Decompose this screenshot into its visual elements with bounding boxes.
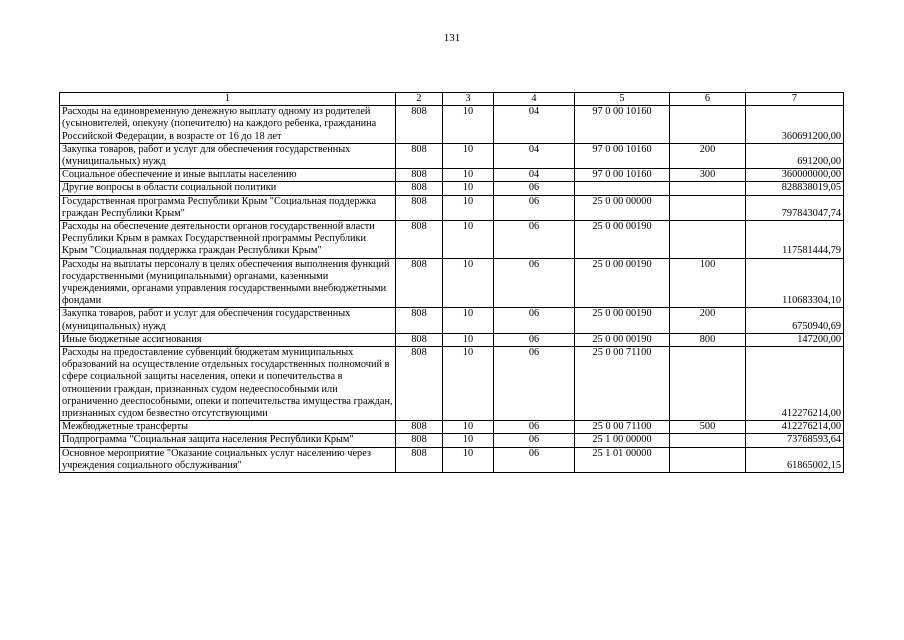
table-row	[60, 421, 844, 434]
row-subsection-code: 06	[494, 421, 575, 434]
row-name: Расходы на обеспечение деятельности органов государственной власти Республики Крым в рамках Государственной программы Республики Крым "Социальная поддержка граждан Республики Крым"	[60, 221, 396, 259]
row-gr-code: 808	[396, 447, 443, 472]
row-gr-code: 808	[396, 143, 443, 168]
row-amount: 412276214,00	[746, 347, 844, 421]
row-target-code: 97 0 00 10160	[575, 106, 670, 144]
row-target-code: 25 0 00 00190	[575, 308, 670, 333]
row-subsection-code: 04	[494, 169, 575, 182]
table-row	[60, 169, 844, 182]
row-section-code: 10	[443, 308, 494, 333]
row-amount: 360000000,00	[746, 169, 844, 182]
row-section-code: 10	[443, 221, 494, 259]
row-subsection-code: 06	[494, 221, 575, 259]
table-row	[60, 308, 844, 333]
row-gr-code: 808	[396, 421, 443, 434]
row-expense-type: 100	[670, 258, 746, 308]
row-subsection-code: 06	[494, 308, 575, 333]
row-amount: 360691200,00	[746, 106, 844, 144]
row-name: Основное мероприятие "Оказание социальных услуг населению через учреждения социального обслуживания"	[60, 447, 396, 472]
row-subsection-code: 06	[494, 347, 575, 421]
row-expense-type	[670, 347, 746, 421]
row-amount: 147200,00	[746, 333, 844, 346]
row-expense-type: 800	[670, 333, 746, 346]
row-gr-code: 808	[396, 333, 443, 346]
row-name: Закупка товаров, работ и услуг для обеспечения государственных (муниципальных) нужд	[60, 308, 396, 333]
row-amount: 73768593,64	[746, 434, 844, 447]
row-target-code: 25 0 00 00190	[575, 258, 670, 308]
row-amount: 828838019,05	[746, 182, 844, 195]
row-subsection-code: 06	[494, 333, 575, 346]
row-section-code: 10	[443, 106, 494, 144]
row-gr-code: 808	[396, 434, 443, 447]
row-amount: 6750940,69	[746, 308, 844, 333]
row-expense-type	[670, 221, 746, 259]
row-target-code: 25 0 00 71100	[575, 347, 670, 421]
row-gr-code: 808	[396, 347, 443, 421]
row-target-code: 25 0 00 71100	[575, 421, 670, 434]
row-name: Иные бюджетные ассигнования	[60, 333, 396, 346]
row-expense-type	[670, 434, 746, 447]
table-row	[60, 434, 844, 447]
table-row	[60, 106, 844, 144]
row-amount: 61865002,15	[746, 447, 844, 472]
row-subsection-code: 06	[494, 182, 575, 195]
row-gr-code: 808	[396, 221, 443, 259]
table-row	[60, 195, 844, 220]
table-header-row	[60, 93, 844, 106]
row-gr-code: 808	[396, 258, 443, 308]
row-amount: 797843047,74	[746, 195, 844, 220]
row-name: Другие вопросы в области социальной политики	[60, 182, 396, 195]
row-target-code: 25 0 00 00000	[575, 195, 670, 220]
row-expense-type	[670, 106, 746, 144]
table-row	[60, 143, 844, 168]
row-section-code: 10	[443, 347, 494, 421]
row-target-code: 97 0 00 10160	[575, 143, 670, 168]
row-name: Расходы на выплаты персоналу в целях обеспечения выполнения функций государственными (муниципальными) органами, казенными учреждениями, органами управления государственными внебюджетными фондами	[60, 258, 396, 308]
row-target-code: 25 0 00 00190	[575, 333, 670, 346]
table-row	[60, 221, 844, 259]
row-name: Межбюджетные трансферты	[60, 421, 396, 434]
row-name: Расходы на единовременную денежную выплату одному из родителей (усыновителей, опекуну (попечителю) на каждого ребенка, гражданина Российской Федерации, в возрасте от 16 до 18 лет	[60, 106, 396, 144]
row-gr-code: 808	[396, 106, 443, 144]
row-subsection-code: 06	[494, 434, 575, 447]
column-header: 3	[443, 93, 494, 106]
row-section-code: 10	[443, 258, 494, 308]
row-expense-type	[670, 195, 746, 220]
row-gr-code: 808	[396, 195, 443, 220]
column-header: 6	[670, 93, 746, 106]
row-amount: 110683304,10	[746, 258, 844, 308]
row-subsection-code: 06	[494, 447, 575, 472]
row-subsection-code: 04	[494, 143, 575, 168]
row-section-code: 10	[443, 195, 494, 220]
table-row	[60, 333, 844, 346]
table-row	[60, 347, 844, 421]
row-section-code: 10	[443, 182, 494, 195]
row-target-code: 25 1 01 00000	[575, 447, 670, 472]
column-header: 2	[396, 93, 443, 106]
row-section-code: 10	[443, 143, 494, 168]
column-header: 4	[494, 93, 575, 106]
row-section-code: 10	[443, 169, 494, 182]
row-expense-type	[670, 182, 746, 195]
row-target-code: 25 1 00 00000	[575, 434, 670, 447]
row-gr-code: 808	[396, 182, 443, 195]
row-gr-code: 808	[396, 169, 443, 182]
row-expense-type: 500	[670, 421, 746, 434]
row-expense-type: 200	[670, 308, 746, 333]
row-target-code: 25 0 00 00190	[575, 221, 670, 259]
row-name: Закупка товаров, работ и услуг для обеспечения государственных (муниципальных) нужд	[60, 143, 396, 168]
page-number: 131	[443, 32, 461, 44]
row-amount: 117581444,79	[746, 221, 844, 259]
table-row	[60, 447, 844, 472]
row-amount: 412276214,00	[746, 421, 844, 434]
column-header: 7	[746, 93, 844, 106]
row-target-code: 97 0 00 10160	[575, 169, 670, 182]
row-subsection-code: 06	[494, 258, 575, 308]
row-subsection-code: 06	[494, 195, 575, 220]
row-expense-type	[670, 447, 746, 472]
row-section-code: 10	[443, 447, 494, 472]
column-header: 1	[60, 93, 396, 106]
row-name: Социальное обеспечение и иные выплаты населению	[60, 169, 396, 182]
row-name: Государственная программа Республики Крым "Социальная поддержка граждан Республики Крым"	[60, 195, 396, 220]
row-subsection-code: 04	[494, 106, 575, 144]
row-section-code: 10	[443, 333, 494, 346]
row-expense-type: 300	[670, 169, 746, 182]
row-amount: 691200,00	[746, 143, 844, 168]
row-section-code: 10	[443, 434, 494, 447]
row-target-code	[575, 182, 670, 195]
row-section-code: 10	[443, 421, 494, 434]
table-row	[60, 258, 844, 308]
budget-table	[59, 92, 844, 473]
row-gr-code: 808	[396, 308, 443, 333]
row-name: Расходы на предоставление субвенций бюджетам муниципальных образований на осуществление отдельных государственных полномочий в сфере социальной защиты населения, опеки и попечительства в отношении граждан, признанных судом недееспособными или ограниченно дееспособными, опеки и попечительства имущества граждан, признанных судом безвестно отсутствующими	[60, 347, 396, 421]
row-name: Подпрограмма "Социальная защита населения Республики Крым"	[60, 434, 396, 447]
row-expense-type: 200	[670, 143, 746, 168]
table-row	[60, 182, 844, 195]
column-header: 5	[575, 93, 670, 106]
